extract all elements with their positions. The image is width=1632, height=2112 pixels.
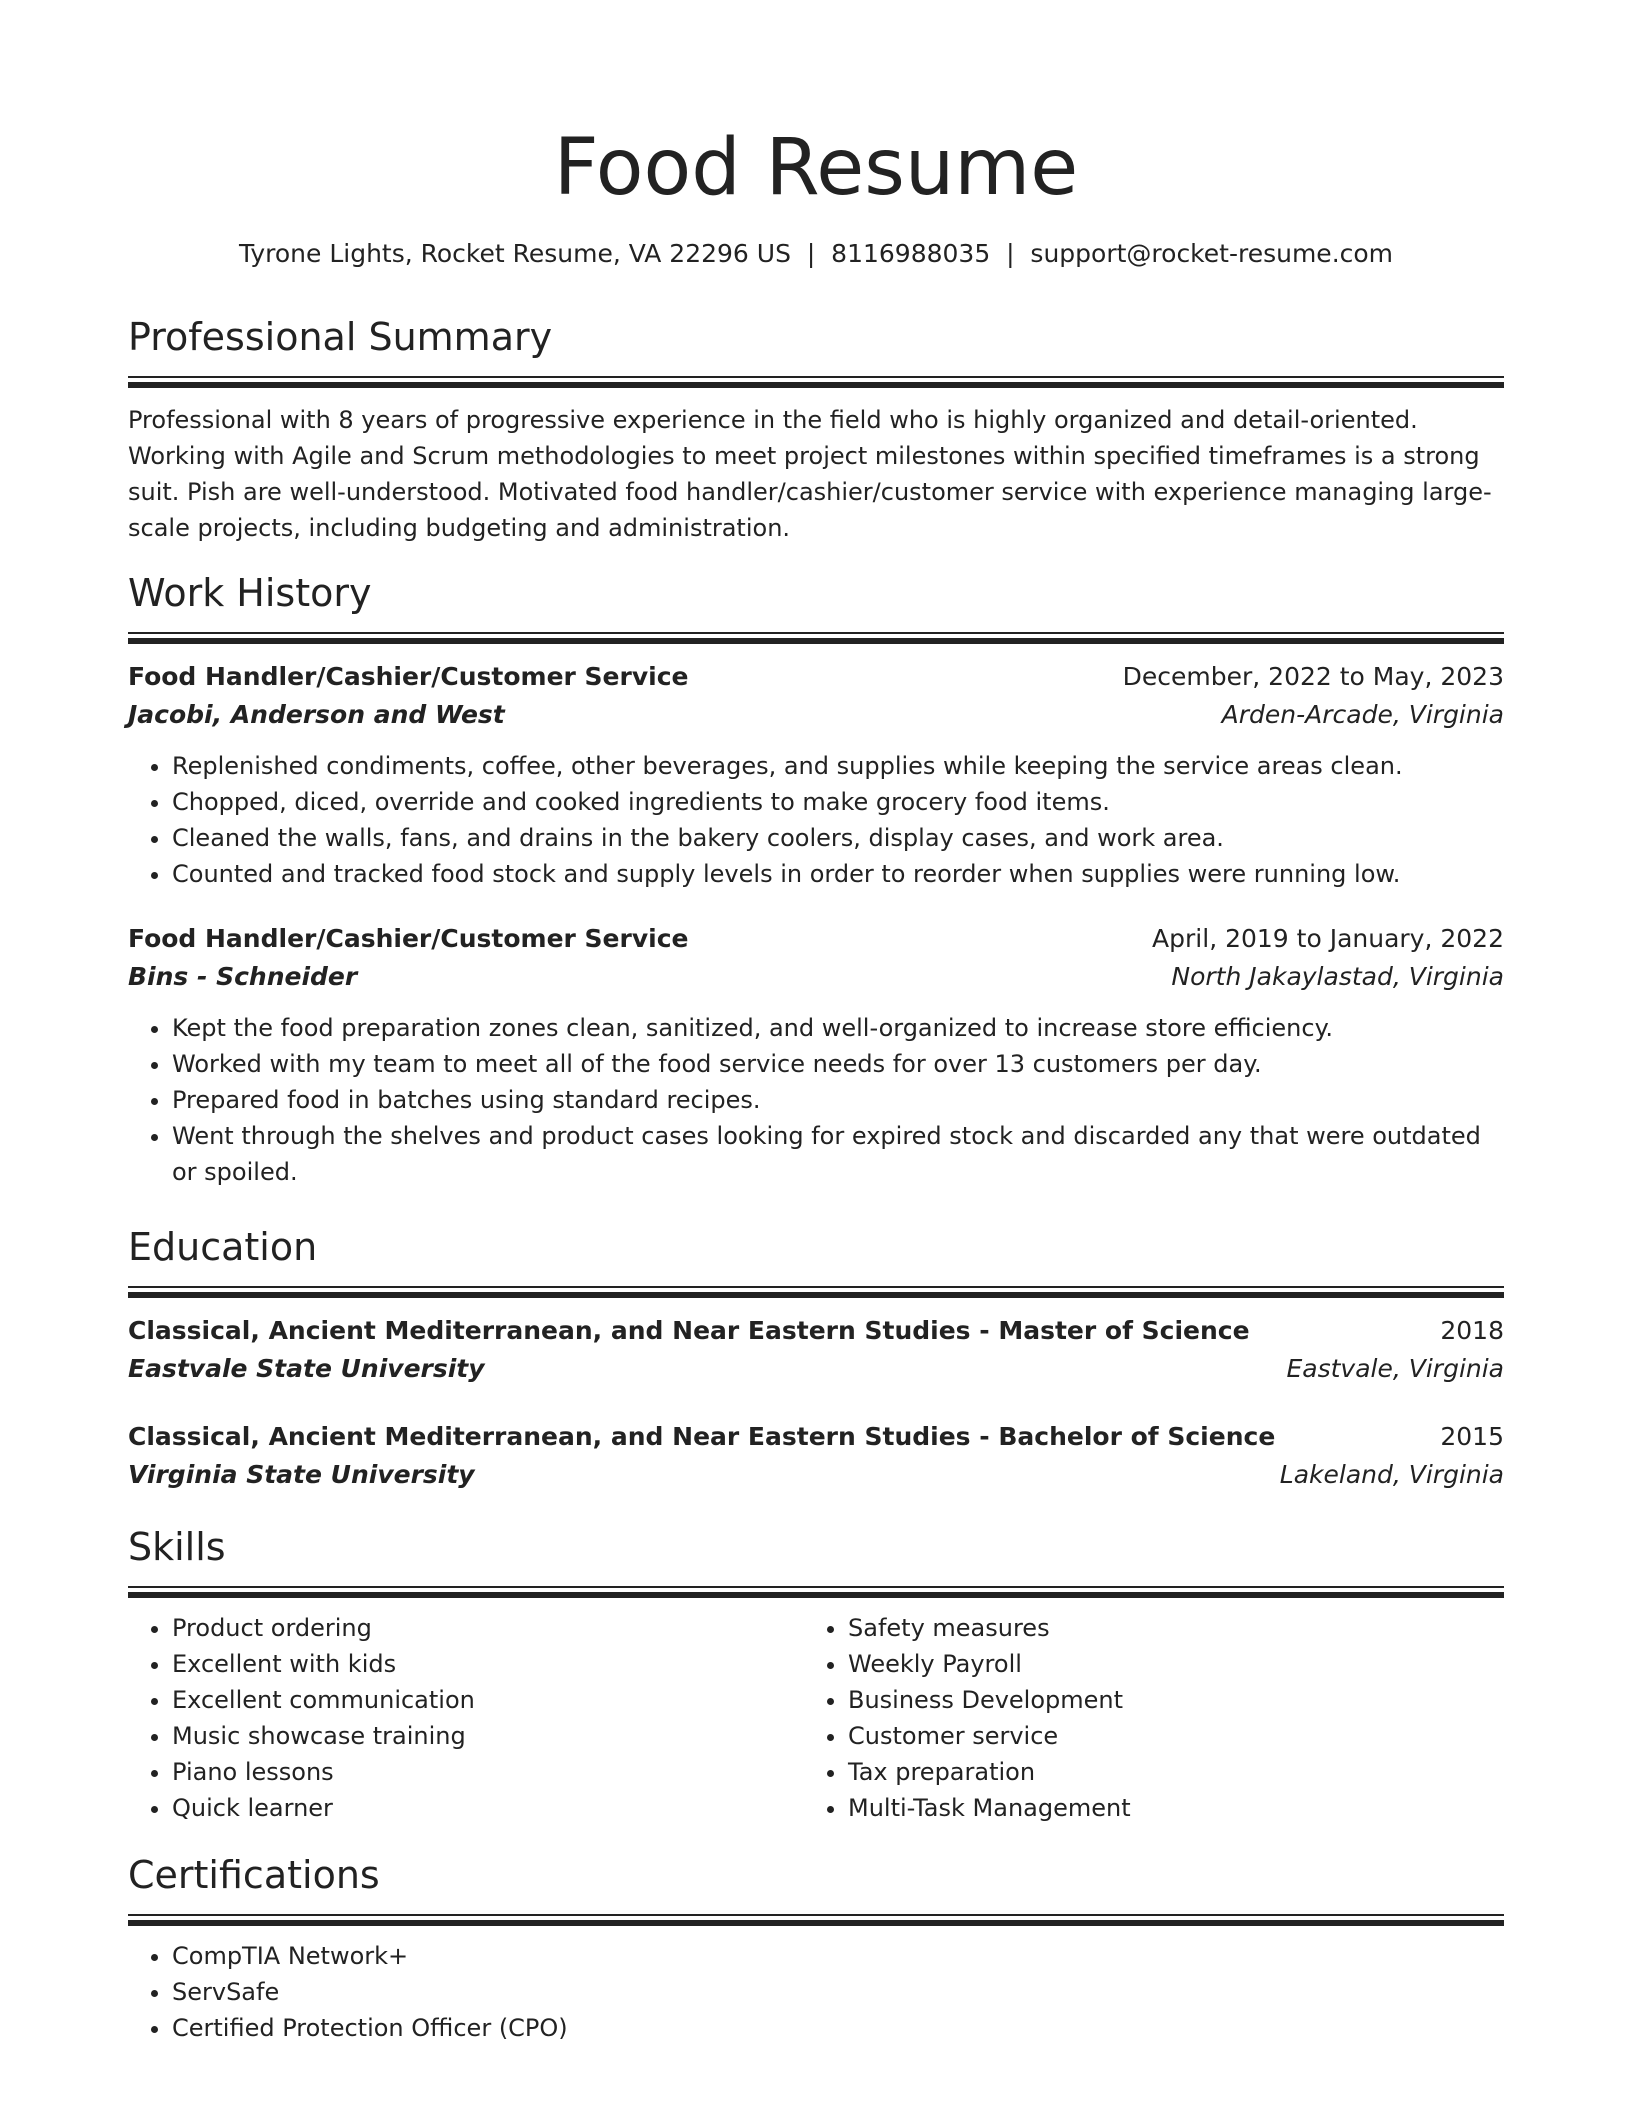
skills-list-left [128,1610,804,1826]
certifications-section [128,1850,1504,2046]
list-item: • Product ordering [172,1610,804,1646]
list-item: • Cleaned the walls, fans, and drains in the bakery coolers, display cases, and work area. [172,820,1504,856]
degree-title: Classical, Ancient Mediterranean, and Near Eastern Studies - Master of Science [128,1316,1250,1345]
job-bullets [128,1010,1504,1190]
job-entry [128,658,1504,892]
list-item: • Counted and tracked food stock and supply levels in order to reorder when supplies were running low. [172,856,1504,892]
resume-title: Food Resume [553,123,1079,213]
job-bullets [128,748,1504,892]
list-item: • Tax preparation [848,1754,1480,1790]
section-heading: Professional Summary [128,315,553,359]
section-divider [128,1914,1504,1926]
skills-list-right [804,1610,1480,1826]
list-item: • Prepared food in batches using standard recipes. [172,1082,1504,1118]
education-entry [128,1312,1504,1388]
school-location: Eastvale, Virginia [1286,1354,1504,1383]
summary-text: Professional with 8 years of progressive experience in the field who is highly organized and detail-oriented. Working with Agile and Scrum methodologies to meet project milestones within specified timeframes is a strong suit. Pish are well-understood. Motivated food handler/cashier/customer service with experience managing large-scale projects, including budgeting and administration. [128,406,1492,542]
contact-line: Tyrone Lights, Rocket Resume, VA 22296 US | 8116988035 | support@rocket-resume.com [238,239,1394,268]
section-heading: Education [128,1225,318,1269]
list-item: • Multi-Task Management [848,1790,1480,1826]
job-company: Jacobi, Anderson and West [128,700,505,729]
certifications-list [128,1938,1504,2046]
list-item: • Quick learner [172,1790,804,1826]
list-item: • Excellent with kids [172,1646,804,1682]
list-item: • Customer service [848,1718,1480,1754]
job-title: Food Handler/Cashier/Customer Service [128,662,689,691]
job-company: Bins - Schneider [128,962,358,991]
list-item: • Excellent communication [172,1682,804,1718]
list-item: • Went through the shelves and product cases looking for expired stock and discarded any that were outdated or spoiled. [172,1118,1504,1190]
job-location: North Jakaylastad, Virginia [1171,962,1504,991]
section-divider [128,1586,1504,1598]
job-dates: April, 2019 to January, 2022 [1152,924,1504,953]
section-heading: Work History [128,571,372,615]
degree-year: 2018 [1440,1316,1504,1345]
list-item: • Safety measures [848,1610,1480,1646]
list-item: • Replenished condiments, coffee, other beverages, and supplies while keeping the service areas clean. [172,748,1504,784]
list-item: • Business Development [848,1682,1480,1718]
list-item: • Weekly Payroll [848,1646,1480,1682]
list-item: • ServSafe [172,1974,1504,2010]
skills-section [128,1522,1504,1826]
list-item: • Music showcase training [172,1718,804,1754]
list-item: • Worked with my team to meet all of the food service needs for over 13 customers per day. [172,1046,1504,1082]
school-name: Eastvale State University [128,1354,485,1383]
work-history-section [128,568,1504,1190]
list-item: • Kept the food preparation zones clean, sanitized, and well-organized to increase store efficiency. [172,1010,1504,1046]
list-item: • Piano lessons [172,1754,804,1790]
job-dates: December, 2022 to May, 2023 [1122,662,1504,691]
education-section [128,1222,1504,1494]
list-item: • CompTIA Network+ [172,1938,1504,1974]
summary-section [128,312,1504,546]
section-heading: Certifications [128,1853,380,1897]
list-item: • Chopped, diced, override and cooked ingredients to make grocery food items. [172,784,1504,820]
school-location: Lakeland, Virginia [1279,1460,1504,1489]
school-name: Virginia State University [128,1460,475,1489]
job-title: Food Handler/Cashier/Customer Service [128,924,689,953]
education-entry [128,1418,1504,1494]
section-divider [128,1286,1504,1298]
section-heading: Skills [128,1525,226,1569]
skills-columns [128,1610,1504,1826]
job-location: Arden-Arcade, Virginia [1221,700,1504,729]
degree-year: 2015 [1440,1422,1504,1451]
section-divider [128,376,1504,388]
list-item: • Certified Protection Officer (CPO) [172,2010,1504,2046]
degree-title: Classical, Ancient Mediterranean, and Near Eastern Studies - Bachelor of Science [128,1422,1276,1451]
job-entry [128,920,1504,1190]
section-divider [128,632,1504,644]
